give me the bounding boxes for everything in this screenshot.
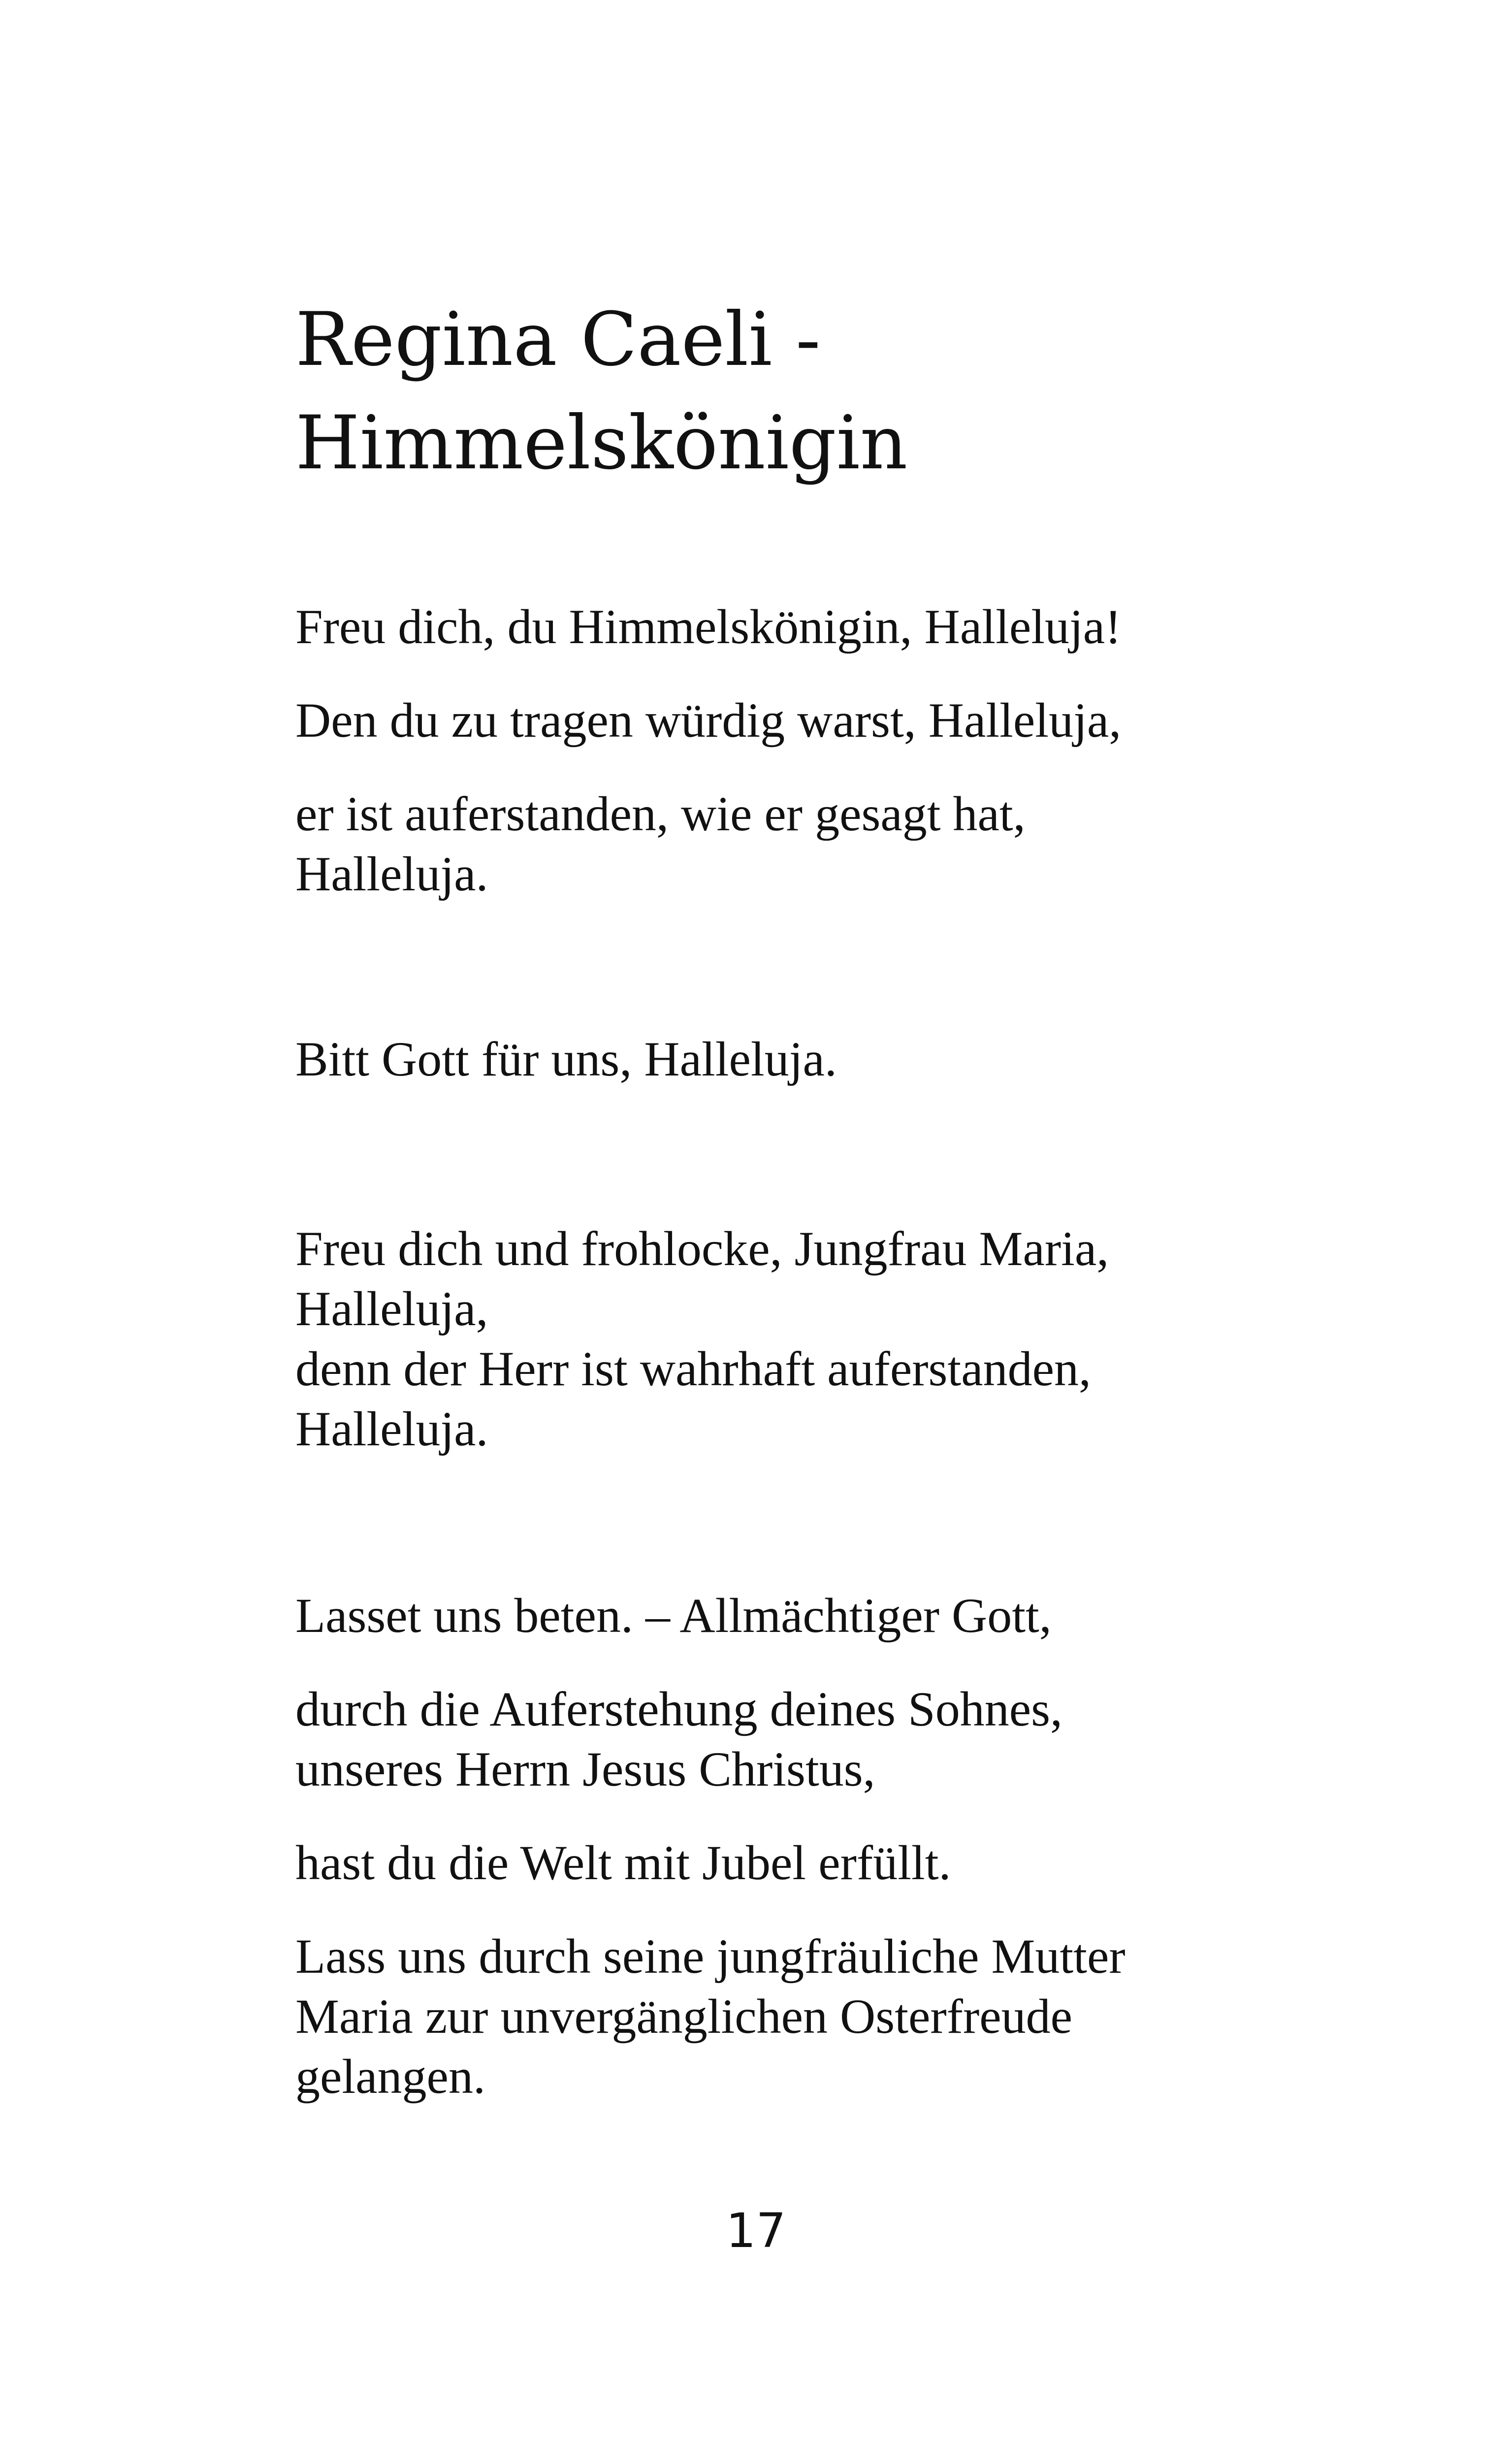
verse-5-line-2: Halleluja,: [295, 1281, 488, 1336]
verse-7-line-2: unseres Herrn Jesus Christus,: [295, 1742, 875, 1796]
verse-8-line-1: hast du die Welt mit Jubel erfüllt.: [295, 1835, 951, 1890]
verse-5-line-4: Halleluja.: [295, 1401, 488, 1456]
verse-2-line-1: Den du zu tragen würdig warst, Halleluja,: [295, 693, 1122, 748]
verse-6-line-1: Lasset uns beten. – Allmächtiger Gott,: [295, 1588, 1052, 1643]
title-line-2: Himmelskönigin: [295, 400, 908, 486]
verse-7-line-1: durch die Auferstehung deines Sohnes,: [295, 1682, 1063, 1736]
title-line-1: Regina Caeli -: [295, 297, 821, 383]
verse-4-line-1: Bitt Gott für uns, Halleluja.: [295, 1032, 837, 1086]
verse-5-line-3: denn der Herr ist wahrhaft auferstanden,: [295, 1341, 1091, 1396]
verse-9-line-1: Lass uns durch seine jungfräuliche Mutter: [295, 1929, 1126, 1984]
verse-3-line-2: Halleluja.: [295, 847, 488, 901]
verse-1-line-1: Freu dich, du Himmelskönigin, Halleluja!: [295, 599, 1122, 654]
page-title: [295, 288, 1280, 495]
verse-3-line-1: er ist auferstanden, wie er gesagt hat,: [295, 786, 1026, 841]
verse-9-line-2: Maria zur unvergänglichen Osterfreude: [295, 1989, 1073, 2044]
page-number: 17: [726, 2203, 786, 2258]
verse-5-line-1: Freu dich und frohlocke, Jungfrau Maria,: [295, 1221, 1109, 1276]
verse-9-line-3: gelangen.: [295, 2049, 485, 2104]
